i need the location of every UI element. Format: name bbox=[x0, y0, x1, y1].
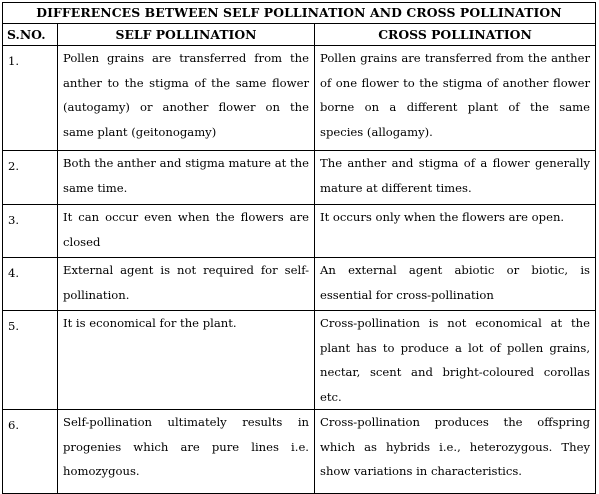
table-row bbox=[3, 151, 596, 205]
cross-pollination-cell: Pollen grains are transferred from the anther of one flower to the stigma of another flower borne on a different plant of the same species (allogamy). bbox=[315, 46, 596, 151]
self-pollination-cell: It is economical for the plant. bbox=[58, 311, 315, 410]
row-number: 5. bbox=[3, 311, 58, 410]
self-pollination-cell: Both the anther and stigma mature at the same time. bbox=[58, 151, 315, 205]
table-title: DIFFERENCES BETWEEN SELF POLLINATION AND CROSS POLLINATION bbox=[3, 3, 596, 24]
self-pollination-cell: Pollen grains are transferred from the anther to the stigma of the same flower (autogamy) or another flower on the same plant (geitonogamy) bbox=[58, 46, 315, 151]
self-pollination-cell: External agent is not required for self-pollination. bbox=[58, 258, 315, 311]
row-number: 6. bbox=[3, 410, 58, 494]
table-row bbox=[3, 258, 596, 311]
cross-pollination-cell: Cross-pollination produces the offspring which as hybrids i.e., heterozygous. They show variations in characteristics. bbox=[315, 410, 596, 494]
table-row bbox=[3, 205, 596, 258]
cross-pollination-cell: The anther and stigma of a flower generally mature at different times. bbox=[315, 151, 596, 205]
header-sno: S.NO. bbox=[3, 24, 58, 46]
row-number: 4. bbox=[3, 258, 58, 311]
row-number: 1. bbox=[3, 46, 58, 151]
cross-pollination-cell: An external agent abiotic or biotic, is essential for cross-pollination bbox=[315, 258, 596, 311]
table-row bbox=[3, 410, 596, 494]
header-row bbox=[3, 24, 596, 46]
comparison-table bbox=[2, 2, 596, 494]
row-number: 3. bbox=[3, 205, 58, 258]
cross-pollination-cell: It occurs only when the flowers are open. bbox=[315, 205, 596, 258]
title-row bbox=[3, 3, 596, 24]
row-number: 2. bbox=[3, 151, 58, 205]
self-pollination-cell: Self-pollination ultimately results in progenies which are pure lines i.e. homozygous. bbox=[58, 410, 315, 494]
cross-pollination-cell: Cross-pollination is not economical at the plant has to produce a lot of pollen grains, nectar, scent and bright-coloured corollas etc. bbox=[315, 311, 596, 410]
self-pollination-cell: It can occur even when the flowers are closed bbox=[58, 205, 315, 258]
table-row bbox=[3, 311, 596, 410]
header-self-pollination: SELF POLLINATION bbox=[58, 24, 315, 46]
header-cross-pollination: CROSS POLLINATION bbox=[315, 24, 596, 46]
table-row bbox=[3, 46, 596, 151]
